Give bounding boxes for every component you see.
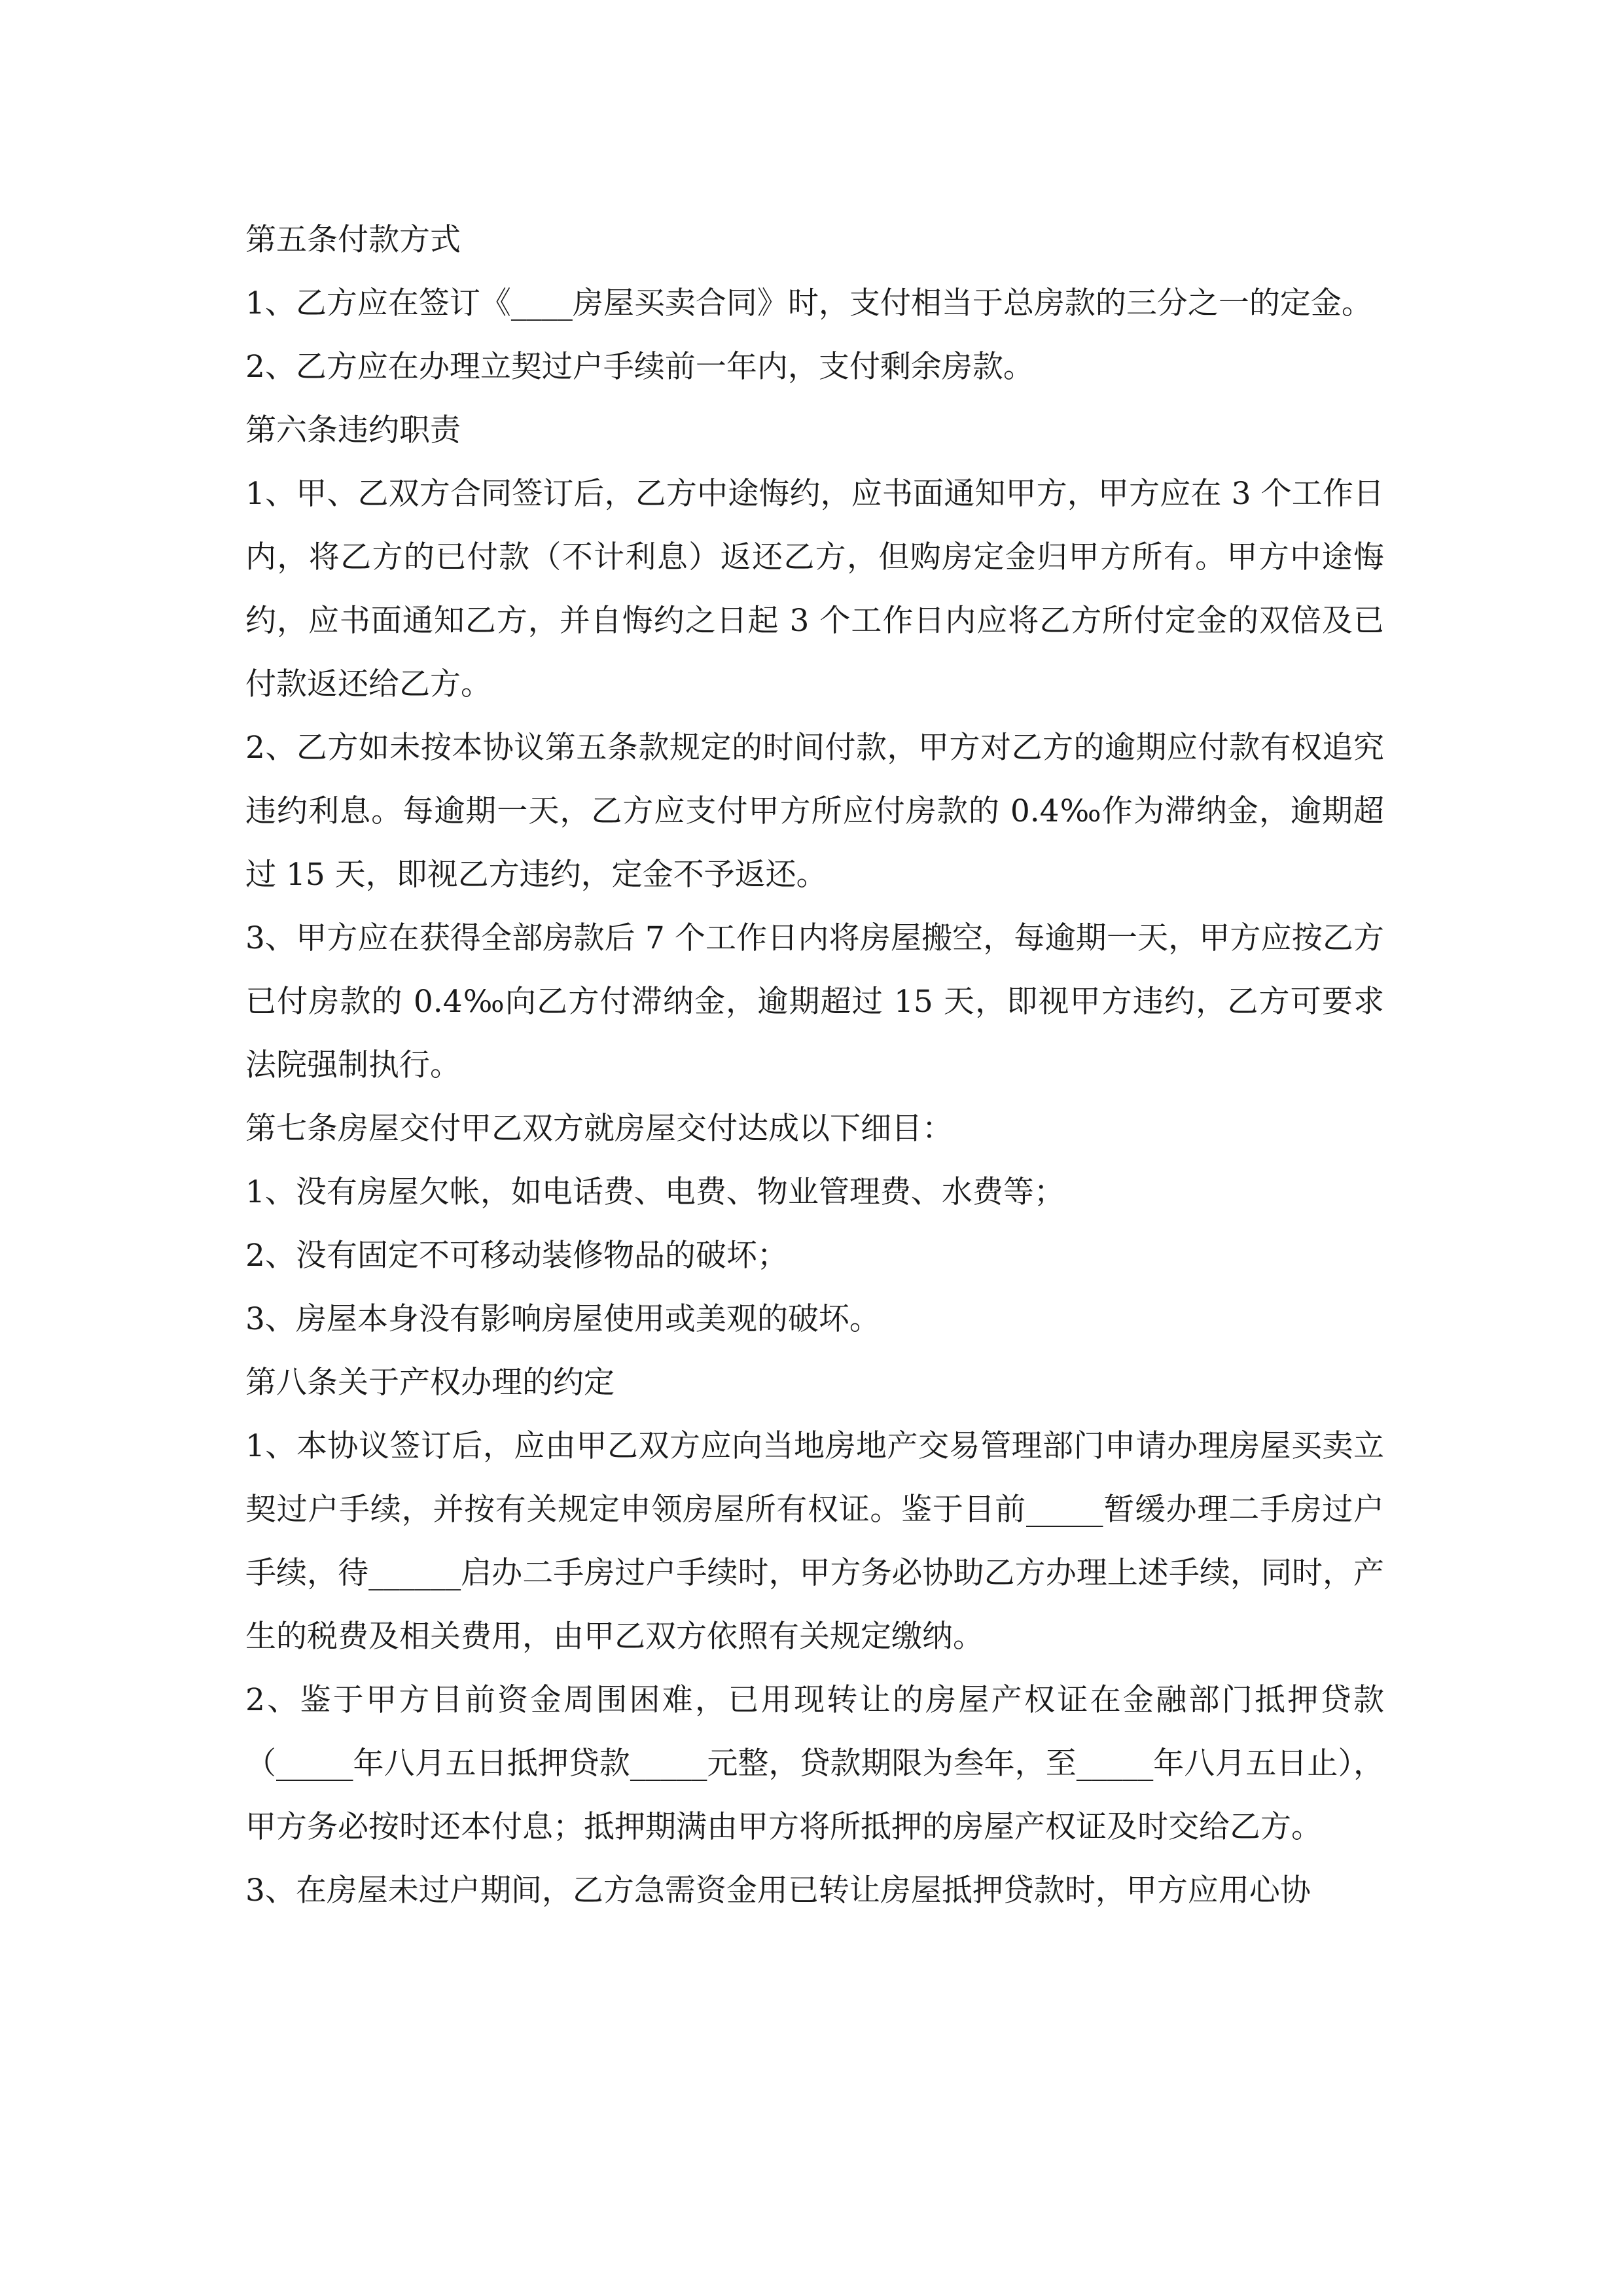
- article-6-clause-1: 1、甲、乙双方合同签订后，乙方中途悔约，应书面通知甲方，甲方应在 3 个工作日内，将乙方的已付款（不计利息）返还乙方，但购房定金归甲方所有。甲方中途悔约，应书面通知乙方，并自悔约之日起 3 个工作日内应将乙方所付定金的双倍及已付款返还给乙方。: [245, 476, 1384, 702]
- article-8-clause-1: 1、本协议签订后，应由甲乙双方应向当地房地产交易管理部门申请办理房屋买卖立契过户手续，并按有关规定申领房屋所有权证。鉴于目前_____暂缓办理二手房过户手续，待______启办二手房过户手续时，甲方务必协助乙方办理上述手续，同时，产生的税费及相关费用，由甲乙双方依照有关规定缴纳。: [245, 1428, 1384, 1655]
- document-body: [245, 208, 1384, 1922]
- article-7-clause-1: 1、没有房屋欠帐，如电话费、电费、物业管理费、水费等；: [245, 1174, 1065, 1210]
- article-8-clause-2: 2、鉴于甲方目前资金周围困难，已用现转让的房屋产权证在金融部门抵押贷款（_____年八月五日抵押贷款_____元整，贷款期限为叁年，至_____年八月五日止），甲方务必按时还本付息；抵押期满由甲方将所抵押的房屋产权证及时交给乙方。: [245, 1682, 1384, 1845]
- article-7-clause-3: 3、房屋本身没有影响房屋使用或美观的破坏。: [245, 1301, 880, 1337]
- article-7-clause-2: 2、没有固定不可移动装修物品的破坏；: [245, 1238, 788, 1274]
- article-5-clause-1: 1、乙方应在签订《____房屋买卖合同》时，支付相当于总房款的三分之一的定金。: [245, 285, 1372, 321]
- article-5-clause-2: 2、乙方应在办理立契过户手续前一年内，支付剩余房款。: [245, 349, 1034, 385]
- article-5-heading: 第五条付款方式: [245, 222, 461, 258]
- article-8-heading: 第八条关于产权办理的约定: [245, 1365, 615, 1401]
- article-8-clause-3: 3、在房屋未过户期间，乙方急需资金用已转让房屋抵押贷款时，甲方应用心协: [245, 1873, 1311, 1909]
- article-6-heading: 第六条违约职责: [245, 412, 461, 448]
- article-6-clause-2: 2、乙方如未按本协议第五条款规定的时间付款，甲方对乙方的逾期应付款有权追究违约利息。每逾期一天，乙方应支付甲方所应付房款的 0.4‰作为滞纳金，逾期超过 15 天，即视乙方违约，定金不予返还。: [245, 730, 1384, 893]
- article-6-clause-3: 3、甲方应在获得全部房款后 7 个工作日内将房屋搬空，每逾期一天，甲方应按乙方已付房款的 0.4‰向乙方付滞纳金，逾期超过 15 天，即视甲方违约，乙方可要求法院强制执行。: [245, 920, 1384, 1083]
- article-7-heading: 第七条房屋交付甲乙双方就房屋交付达成以下细目：: [245, 1111, 953, 1147]
